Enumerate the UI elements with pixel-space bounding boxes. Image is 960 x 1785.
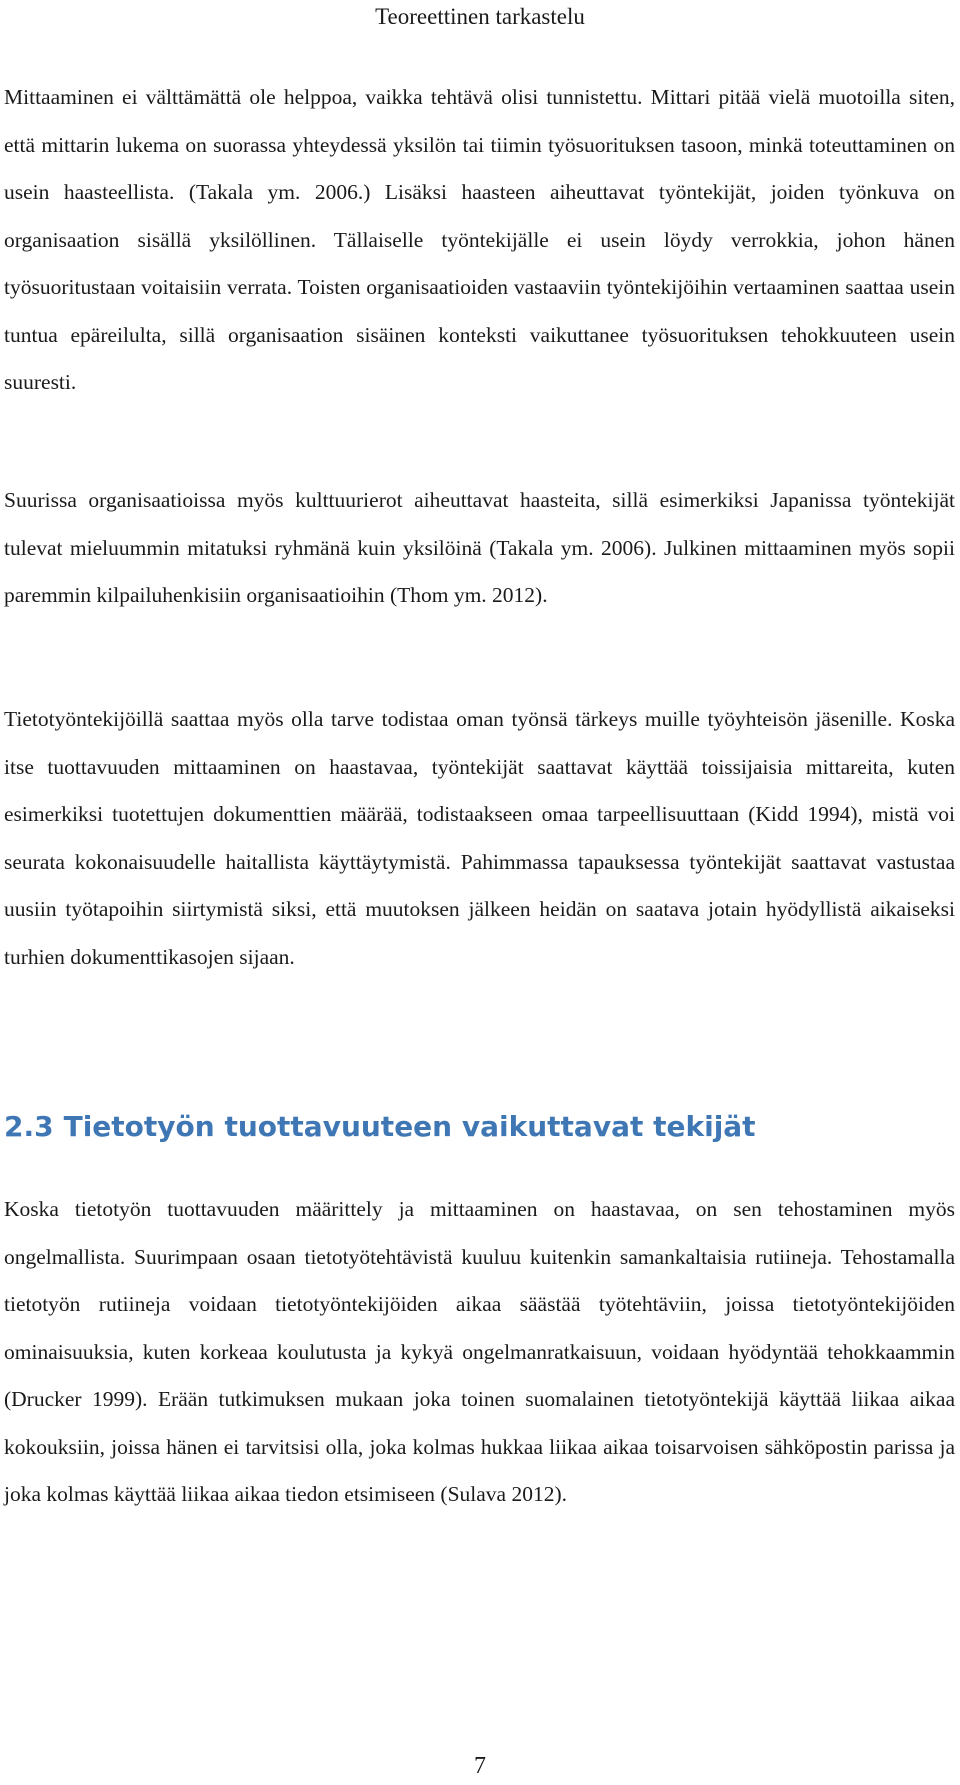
page-number: 7: [474, 1753, 486, 1779]
section-number: 2.3: [4, 1110, 54, 1143]
paragraph-measurement-challenges: Mittaaminen ei välttämättä ole helppoa, vaikka tehtävä olisi tunnistettu. Mittari pitää vielä muotoilla siten, että mittarin lukema on suorassa yhteydessä yksilön tai tiimin työsuorituksen tasoon, minkä toteuttaminen on usein haasteellista. (Takala ym. 2006.) Lisäksi haasteen aiheuttavat työntekijät, joiden työnkuva on organisaation sisällä yksilöllinen. Tällaiselle työntekijälle ei usein löydy verrokkia, johon hänen työsuoritustaan voitaisiin verrata. Toisten organisaatioiden vastaaviin työntekijöihin vertaaminen saattaa usein tuntua epäreilulta, sillä organisaation sisäinen konteksti vaikuttanee työsuorituksen tehokkuuteen usein suuresti.: [4, 85, 955, 394]
running-header: Teoreettinen tarkastelu: [375, 4, 585, 29]
section-heading: [4, 1108, 756, 1146]
paragraph-proving-importance: Tietotyöntekijöillä saattaa myös olla tarve todistaa oman työnsä tärkeys muille työyhteisön jäsenille. Koska itse tuottavuuden mittaaminen on haastavaa, työntekijät saattavat käyttää toissijaisia mittareita, kuten esimerkiksi tuotettujen dokumenttien määrää, todistaakseen omaa tarpeellisuuttaan (Kidd 1994), mistä voi seurata kokonaisuudelle haitallista käyttäytymistä. Pahimmassa tapauksessa työntekijät saattavat vastustaa uusiin työtapoihin siirtymistä siksi, että muutoksen jälkeen heidän on saatava jotain hyödyllistä aikaiseksi turhien dokumenttikasojen sijaan.: [4, 707, 955, 969]
section-title: Tietotyön tuottavuuteen vaikuttavat tekijät: [63, 1110, 756, 1143]
paragraph-cultural-differences: Suurissa organisaatioissa myös kulttuurierot aiheuttavat haasteita, sillä esimerkiksi Japanissa työntekijät tulevat mieluummin mitatuksi ryhmänä kuin yksilöinä (Takala ym. 2006). Julkinen mittaaminen myös sopii paremmin kilpailuhenkisiin organisaatioihin (Thom ym. 2012).: [4, 488, 955, 607]
paragraph-improving-productivity: Koska tietotyön tuottavuuden määrittely ja mittaaminen on haastavaa, on sen tehostaminen myös ongelmallista. Suurimpaan osaan tietotyötehtävistä kuuluu kuitenkin samankaltaisia rutiineja. Tehostamalla tietotyön rutiineja voidaan tietotyöntekijöiden aikaa säästää työtehtäviin, joissa tietotyöntekijöiden ominaisuuksia, kuten korkeaa koulutusta ja kykyä ongelmanratkaisuun, voidaan hyödyntää tehokkaammin (Drucker 1999). Erään tutkimuksen mukaan joka toinen suomalainen tietotyöntekijä käyttää liikaa aikaa kokouksiin, joissa hänen ei tarvitsisi olla, joka kolmas hukkaa liikaa aikaa toisarvoisen sähköpostin parissa ja joka kolmas käyttää liikaa aikaa tiedon etsimiseen (Sulava 2012).: [4, 1197, 955, 1506]
